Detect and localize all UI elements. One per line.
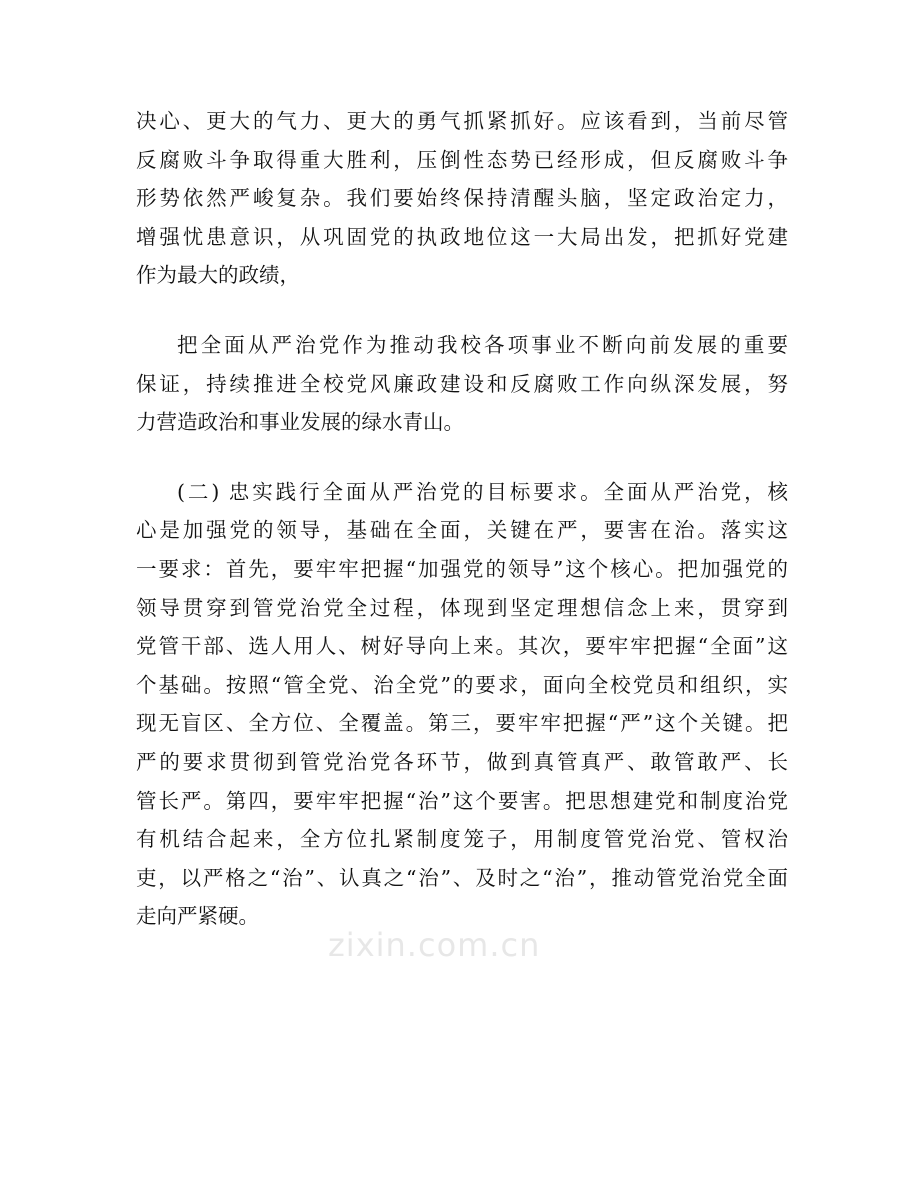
- paragraph-gap: [136, 295, 788, 326]
- paragraph-3: [136, 473, 788, 936]
- paragraph-2: [136, 326, 788, 442]
- text-line: 增强忧患意识，从巩固党的执政地位这一大局出发，把抓好党建: [136, 224, 788, 249]
- text-line: 走向严紧硬。: [136, 904, 259, 929]
- text-line: 有机结合起来，全方位扎紧制度笼子，用制度管党治党、管权治: [136, 827, 788, 852]
- text-line: 形势依然严峻复杂。我们要始终保持清醒头脑，坚定政治定力，: [136, 186, 788, 211]
- text-line: 决心、更大的气力、更大的勇气抓紧抓好。应该看到，当前尽管: [136, 109, 788, 133]
- paragraph-1: [136, 102, 788, 295]
- text-line: 吏，以严格之“治”、认真之“治”、及时之“治”，推动管党治党全面: [136, 865, 788, 890]
- text-line: 党管干部、选人用人、树好导向上来。其次，要牢牢把握“全面”这: [136, 634, 788, 659]
- text-line: 力营造政治和事业发展的绿水青山。: [136, 410, 464, 435]
- text-line: 个基础。按照“管全党、治全党”的要求，面向全校党员和组织，实: [136, 672, 788, 697]
- text-line: 心是加强党的领导，基础在全面，关键在严，要害在治。落实这: [136, 518, 788, 543]
- text-line: 保证，持续推进全校党风廉政建设和反腐败工作向纵深发展，努: [136, 371, 788, 396]
- text-line: 严的要求贯彻到管党治党各环节，做到真管真严、敢管敢严、长: [136, 749, 788, 774]
- text-line: 反腐败斗争取得重大胜利，压倒性态势已经形成，但反腐败斗争: [136, 147, 788, 172]
- document-body: [136, 102, 788, 936]
- text-line: 管长严。第四，要牢牢把握“治”这个要害。把思想建党和制度治党: [136, 788, 788, 813]
- watermark: zixin.com.cn: [328, 926, 541, 964]
- text-line: 一要求：首先，要牢牢把握“加强党的领导”这个核心。把加强党的: [136, 556, 788, 581]
- text-line: 现无盲区、全方位、全覆盖。第三，要牢牢把握“严”这个关键。把: [136, 711, 788, 736]
- text-line: 把全面从严治党作为推动我校各项事业不断向前发展的重要: [177, 332, 788, 357]
- paragraph-gap: [136, 442, 788, 473]
- text-line: (二) 忠实践行全面从严治党的目标要求。全面从严治党，核: [177, 479, 788, 504]
- text-line: 作为最大的政绩，: [136, 263, 300, 288]
- text-line: 领导贯穿到管党治党全过程，体现到坚定理想信念上来，贯穿到: [136, 595, 788, 620]
